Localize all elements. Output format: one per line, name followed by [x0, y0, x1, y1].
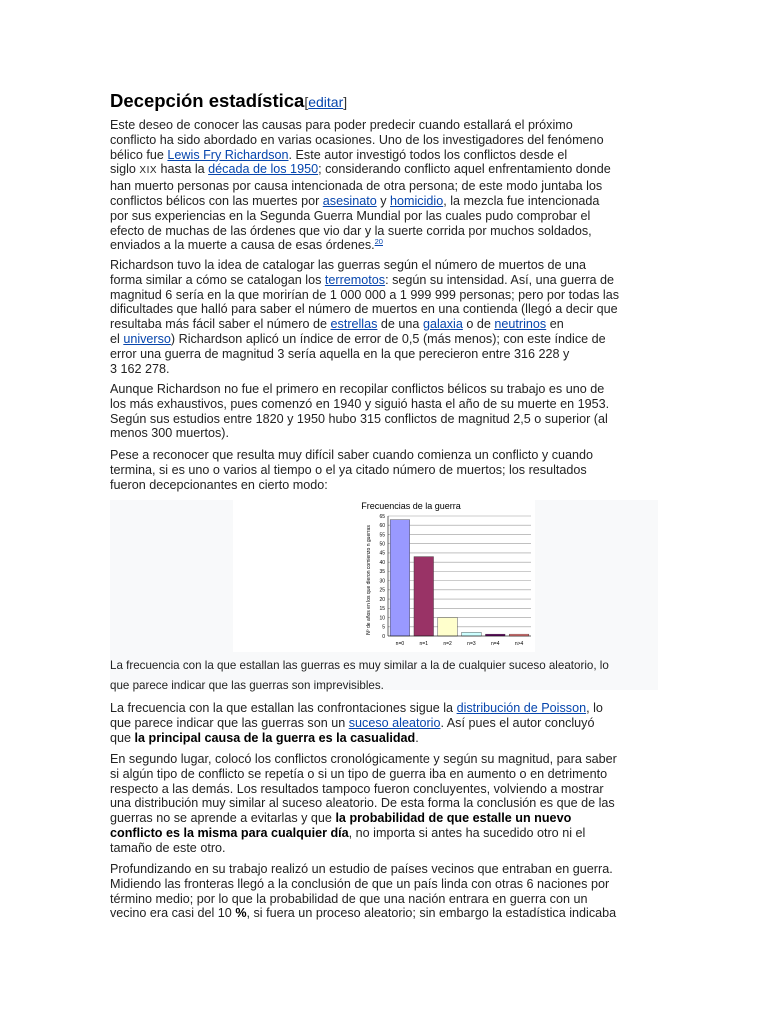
chart-bars: [390, 520, 529, 636]
text-run: . Este autor investigó todos los conflictos desde el: [288, 147, 568, 162]
text-run: .: [415, 730, 419, 745]
text-run: en: [546, 317, 564, 332]
text-line: magnitud 6 sería en la que morirían de 1 000 000 a 1 999 999 personas; pero por todas las: [110, 287, 619, 302]
text-run: , si fuera un proceso aleatorio; sin embargo la estadística indicaba: [246, 906, 617, 921]
text-line: fueron decepcionantes en cierto modo:: [110, 477, 328, 492]
text-run: de una: [377, 317, 423, 332]
text-run: el: [110, 331, 124, 346]
edit-bracket-open: [: [304, 94, 309, 110]
x-tick-label: n=4: [491, 641, 500, 647]
text-run: hasta la: [157, 162, 209, 177]
caption-line: La frecuencia con la que estallan las guerras es muy similar a la de cualquier suceso aleatorio, lo: [110, 659, 609, 672]
text-line: Aunque Richardson no fue el primero en recopilar conflictos bélicos su trabajo es uno de: [110, 382, 605, 396]
y-tick-label: 15: [379, 606, 385, 613]
section-heading: [110, 89, 347, 114]
y-tick-label: 45: [379, 550, 385, 557]
figure-thumbnail: [110, 500, 658, 690]
bold-conclusion: la principal causa de la guerra es la casualidad: [134, 730, 416, 745]
text-run: ) Richardson aplicó un índice de error de 0,5 (más menos); con este índice de: [170, 331, 606, 346]
text-line: [110, 716, 658, 731]
paragraph-4: [110, 448, 658, 492]
text-line: [110, 194, 658, 209]
paragraph-6: [110, 752, 658, 856]
text-run: , la mezcla fue intencionada: [443, 193, 600, 208]
bold-text: conflicto es la misma para cualquier día: [110, 825, 349, 840]
chart-svg: [233, 500, 535, 652]
text-run: que: [110, 730, 135, 745]
text-run: guerras no se aprende a evitarlas y que: [110, 811, 336, 826]
text-line: por sus experiencias en la Segunda Guerra Mundial por las cuales pudo comprobar el: [110, 208, 591, 223]
link-neutrinos[interactable]: neutrinos: [494, 317, 547, 332]
bar-n=2: [438, 618, 458, 636]
paragraph-2: [110, 258, 658, 376]
x-tick-label: n=3: [467, 641, 476, 647]
y-tick-label: 10: [379, 615, 385, 622]
y-tick-label: 55: [379, 532, 385, 539]
text-run: siglo: [110, 162, 140, 177]
link-decada-1950[interactable]: década de los 1950: [208, 162, 319, 177]
text-line: Pese a reconocer que resulta muy difícil saber cuando comienza un conflicto y cuando: [110, 448, 594, 462]
text-line: Profundizando en su trabajo realizó un estudio de países vecinos que entraban en guerra.: [110, 862, 613, 876]
figure-caption: [110, 656, 658, 696]
link-galaxia[interactable]: galaxia: [422, 317, 463, 332]
text-run: bélico fue: [110, 147, 168, 162]
y-tick-label: 50: [379, 541, 385, 548]
text-run: resultaba más fácil saber el número de: [110, 317, 331, 332]
text-line: termina, si es uno o varios al tiempo o el ya citado número de muertos; los resultados: [110, 462, 587, 477]
text-line: Según sus estudios entre 1820 y 1950 hubo 315 conflictos de magnitud 2,5 o superior (al: [110, 411, 608, 426]
text-line: los más exhaustivos, pues comenzó en 1940 y siguió hasta el año de su muerte en 1953.: [110, 396, 610, 411]
y-tick-label: 25: [379, 587, 385, 594]
century-numeral: XIX: [139, 165, 158, 177]
chart-title: Frecuencias de la guerra: [361, 501, 461, 511]
text-line: [110, 273, 658, 288]
text-line: [110, 238, 658, 253]
text-run: . Así pues el autor concluyó: [440, 715, 595, 730]
y-tick-label: 0: [382, 633, 385, 640]
war-frequency-chart[interactable]: [233, 500, 535, 652]
text-line: [110, 332, 658, 347]
text-line: término medio; por lo que la probabilidad de que una nación entrara en guerra con un: [110, 891, 588, 906]
reference-20[interactable]: 20: [374, 237, 383, 247]
link-estrellas[interactable]: estrellas: [330, 317, 378, 332]
text-run: vecino era casi del 10: [110, 906, 236, 921]
paragraph-7: [110, 862, 658, 921]
edit-bracket-close: ]: [343, 94, 348, 110]
chart-y-axis-label: Nº de años en los que dieron comienzo n guerras: [366, 525, 372, 635]
bar-n=3: [462, 632, 482, 636]
chart-y-ticks: [379, 514, 385, 640]
y-tick-label: 60: [379, 523, 385, 530]
text-line: [110, 811, 658, 826]
text-line: error una guerra de magnitud 3 sería aquella en la que perecieron entre 316 228 y: [110, 346, 570, 361]
edit-link[interactable]: editar: [308, 94, 344, 110]
y-tick-label: 40: [379, 559, 385, 566]
bar-n=0: [390, 520, 410, 636]
bar-n=1: [414, 557, 434, 636]
paragraph-5: [110, 701, 658, 745]
section-title: Decepción estadística: [110, 90, 305, 111]
text-line: [110, 731, 658, 746]
text-run: y: [376, 193, 391, 208]
y-tick-label: 20: [379, 596, 385, 603]
text-line: menos 300 muertos).: [110, 426, 229, 441]
text-line: dificultades que halló para saber el número de muertos en una contienda (llegó a decir que: [110, 302, 618, 317]
text-run: que parece indicar que las guerras son un: [110, 715, 349, 730]
link-universo[interactable]: universo: [123, 331, 171, 346]
text-line: efecto de muchas de las órdenes que vio dar y la suerte corrida por muchos soldados,: [110, 223, 592, 238]
paragraph-3: [110, 382, 658, 441]
text-line: conflicto ha sido abordado en varias ocasiones. Uno de los investigadores del fenómeno: [110, 132, 604, 147]
text-line: [110, 906, 658, 921]
text-run: conflictos bélicos con las muertes por: [110, 193, 323, 208]
bold-text: %: [235, 906, 247, 921]
text-run: o de: [462, 317, 495, 332]
link-lewis-fry-richardson[interactable]: Lewis Fry Richardson: [167, 147, 289, 162]
text-line: [110, 162, 658, 179]
x-tick-label: n>4: [514, 641, 524, 647]
text-run: enviados a la muerte a causa de esas órdenes.: [110, 238, 375, 253]
text-line: han muerto personas por causa intencionada de otra persona; de este modo juntaba los: [110, 179, 603, 194]
x-tick-label: n=2: [443, 641, 452, 647]
link-suceso-aleatorio[interactable]: suceso aleatorio: [348, 715, 441, 730]
text-line: una distribución muy similar al suceso aleatorio. De esta forma la conclusión es que de las: [110, 796, 615, 811]
text-line: [110, 701, 658, 716]
link-distribucion-poisson[interactable]: distribución de Poisson: [456, 701, 587, 715]
chart-x-ticks: [396, 641, 524, 647]
edit-section: [304, 94, 347, 110]
paragraph-1: [110, 118, 658, 253]
text-line: [110, 826, 658, 841]
text-line: En segundo lugar, colocó los conflictos cronológicamente y según su magnitud, para saber: [110, 752, 617, 766]
x-tick-label: n=0: [395, 641, 405, 647]
text-line: Este deseo de conocer las causas para poder predecir cuando estallará el próximo: [110, 118, 573, 132]
text-line: Richardson tuvo la idea de catalogar las guerras según el número de muertos de una: [110, 258, 587, 272]
text-line: [110, 317, 658, 332]
text-run: , lo: [586, 701, 603, 715]
text-run: ; considerando conflicto aquel enfrentamiento donde: [318, 162, 611, 177]
y-tick-label: 5: [382, 624, 385, 631]
text-line: tamaño de este otro.: [110, 840, 226, 855]
text-line: 3 162 278.: [110, 361, 170, 376]
text-run: , no importa si antes ha sucedido otro ni el: [348, 825, 586, 840]
text-line: respecto a las demás. Los resultados tampoco fueron concluyentes, volviendo a mostrar: [110, 781, 604, 796]
text-line: si algún tipo de conflicto se repetía o si un tipo de guerra iba en aumento o en detrimento: [110, 766, 608, 781]
y-tick-label: 30: [379, 578, 385, 585]
text-run: La frecuencia con la que estallan las confrontaciones sigue la: [110, 701, 457, 715]
text-line: Midiendo las fronteras llegó a la conclusión de que un país linda con otras 6 naciones por: [110, 876, 610, 891]
text-run: : según su intensidad. Así, una guerra de: [385, 272, 615, 287]
link-terremotos[interactable]: terremotos: [324, 272, 386, 287]
x-tick-label: n=1: [419, 641, 428, 647]
link-homicidio[interactable]: homicidio: [390, 193, 444, 208]
bold-text: la probabilidad de que estalle un nuevo: [335, 811, 572, 826]
text-line: [110, 148, 658, 163]
y-tick-label: 65: [379, 513, 385, 520]
text-run: forma similar a cómo se catalogan los: [110, 272, 325, 287]
y-tick-label: 35: [379, 569, 385, 576]
link-asesinato[interactable]: asesinato: [322, 193, 377, 208]
caption-line: que parece indicar que las guerras son imprevisibles.: [110, 679, 384, 692]
